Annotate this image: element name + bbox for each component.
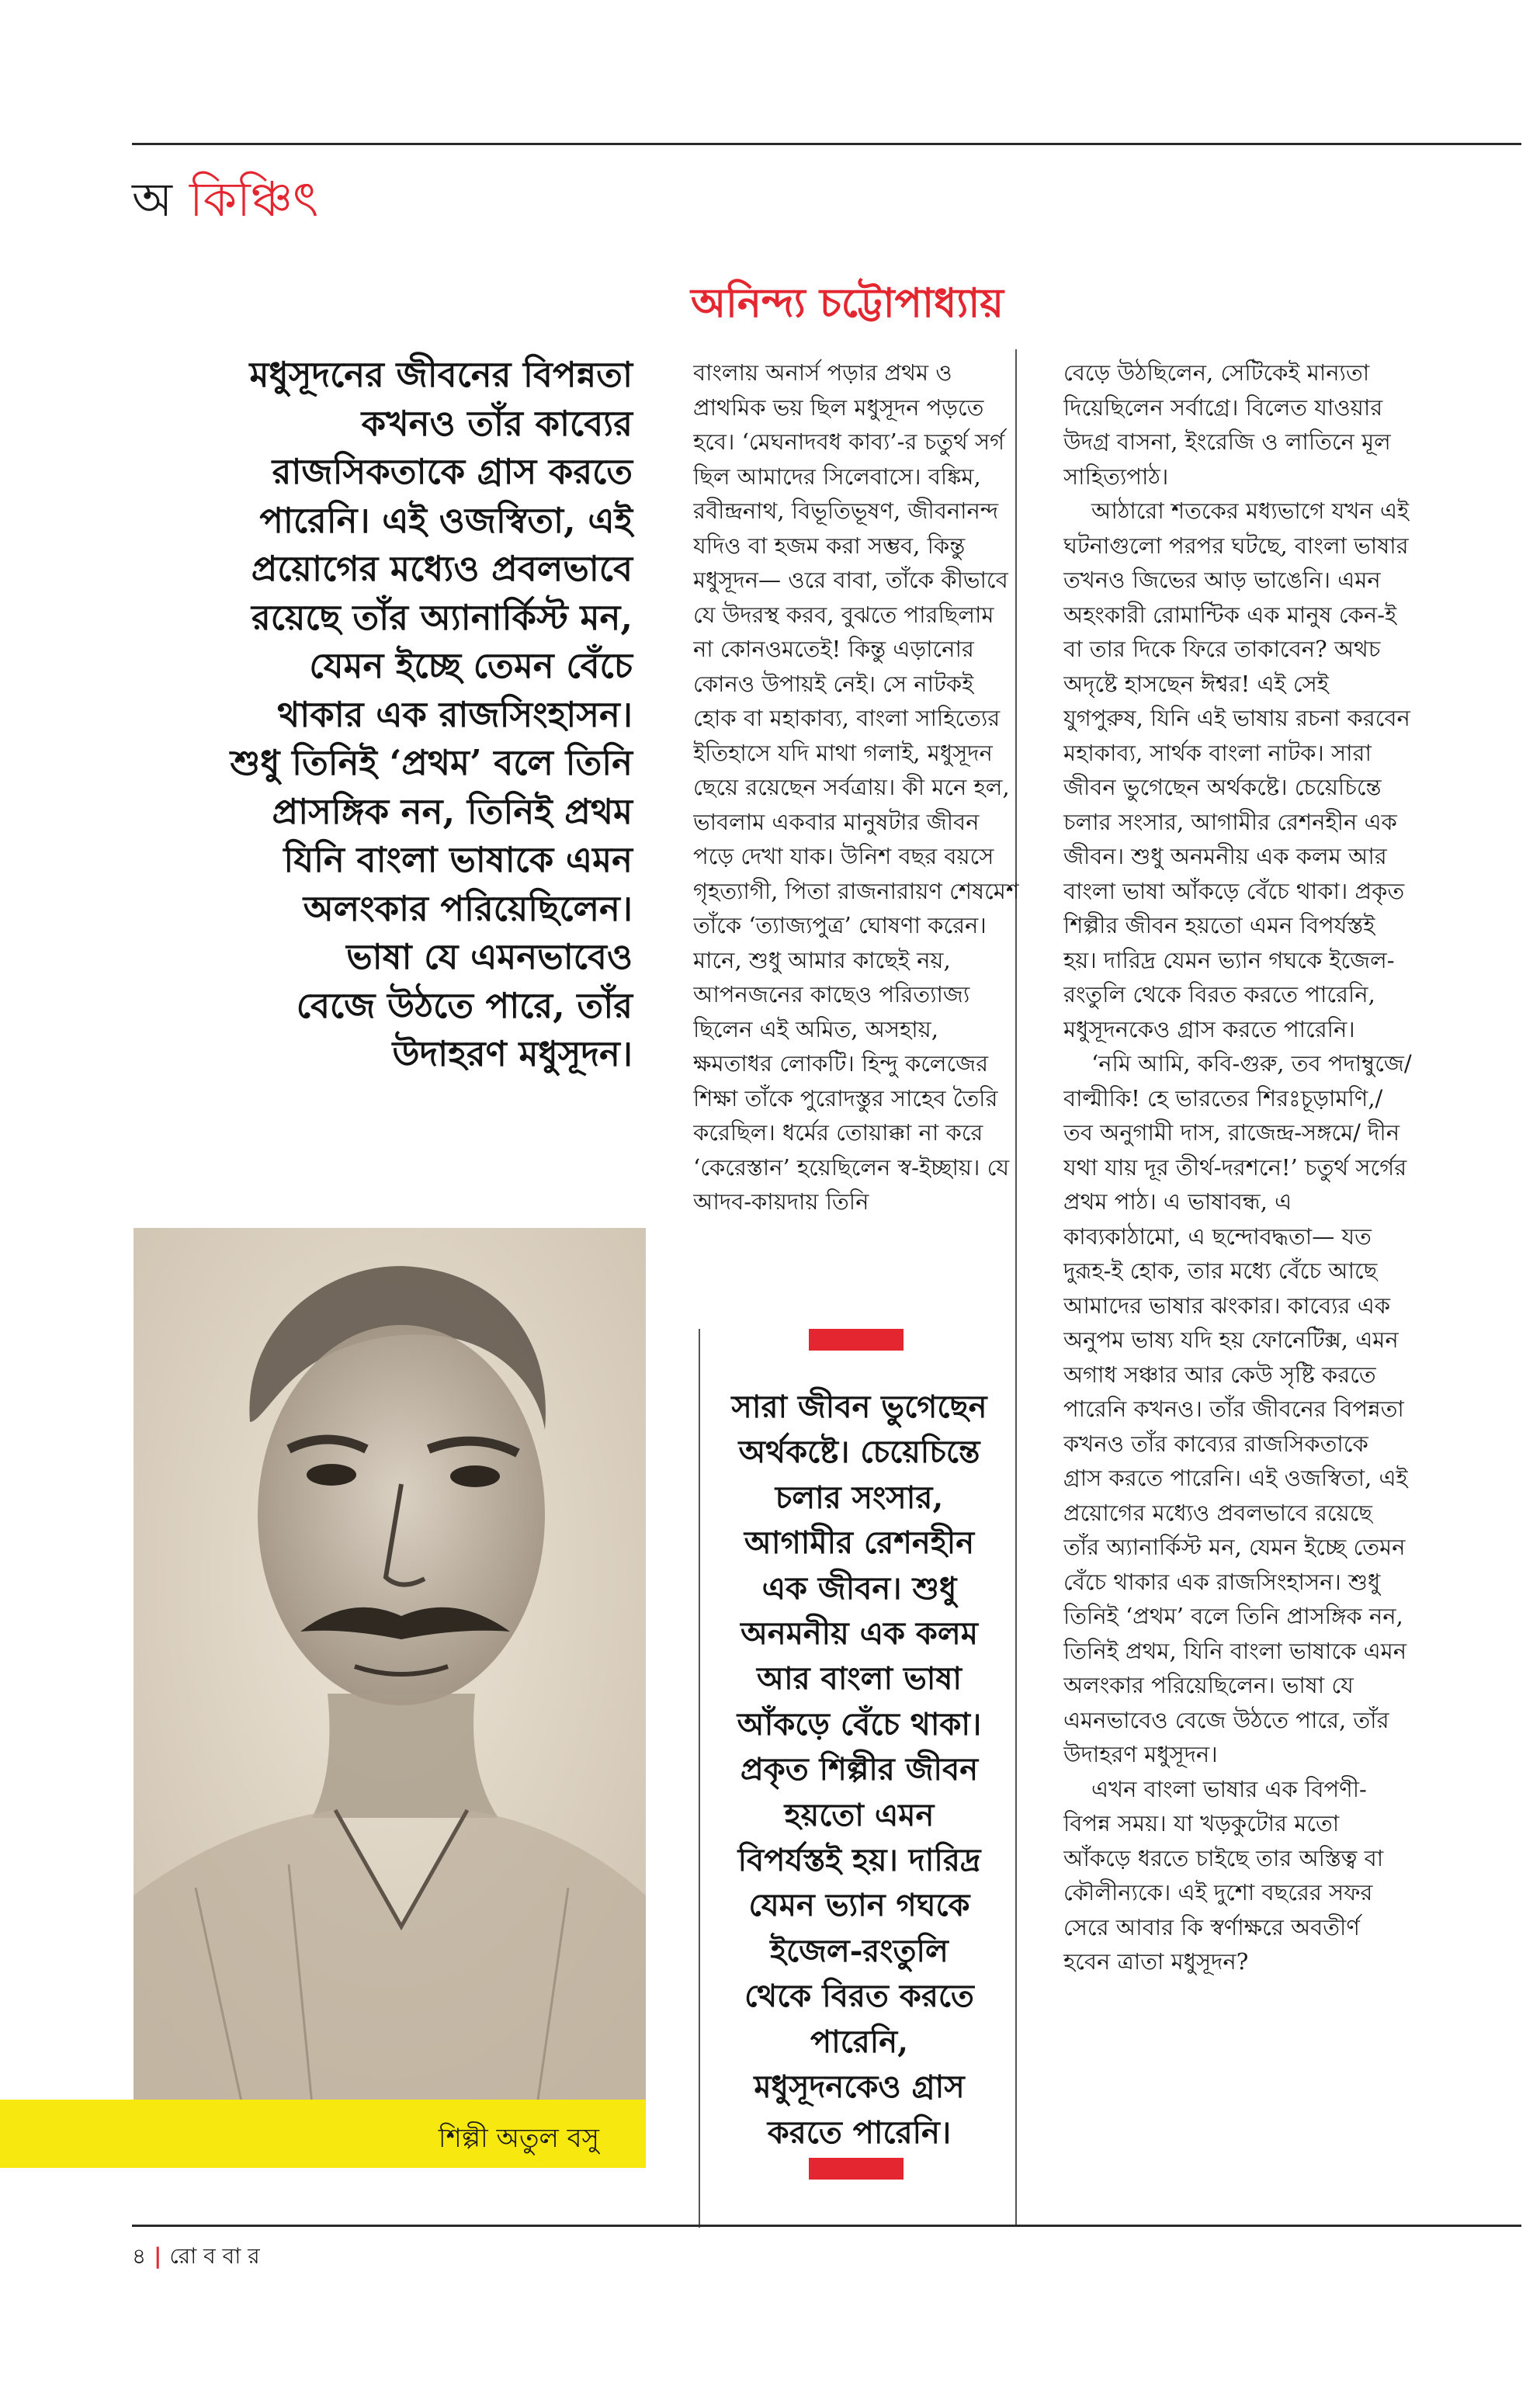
pull-quote-line: ইজেল-রংতুলি [770,1932,949,1969]
quote-line: থাকার এক রাজসিংহাসন। [277,693,633,735]
quote-line: প্রাসঙ্গিক নন, তিনিই প্রথম [272,790,633,832]
paragraph: বেড়ে উঠছিলেন, সেটিকেই মান্যতা দিয়েছিলেন সর্বাগ্রে। বিলেত যাওয়ার উদগ্র বাসনা, ইংরেজি ও লাতিনে মূল সাহিত্যপাঠ। [1063,359,1391,490]
pull-quote-line: অনমনীয় এক কলম [741,1615,978,1653]
quote-line: প্রয়োগের মধ্যেও প্রবলভাবে [251,548,633,589]
pull-quote-line: পারেনি, [810,2023,909,2060]
pull-quote-line: যেমন ভ্যান গঘকে [748,1887,970,1924]
pull-quote-line: মধুসূদনকেও গ্রাস [754,2069,965,2106]
pull-quote-box [699,1329,1011,2228]
quote-line: রাজসিকতাকে গ্রাস করতে [272,451,633,492]
page-footer [132,2239,260,2276]
pull-quote-line: আর বাংলা ভাষা [756,1660,962,1698]
quote-line: পারেনি। এই ওজস্বিতা, এই [259,499,633,541]
portrait-sketch [134,1228,646,2105]
quote-line: ভাষা যে এমনভাবেও [346,936,633,977]
portrait-caption: শিল্পী অতুল বসু [438,2123,599,2154]
pull-quote-top-bar [809,1329,904,1351]
pull-quote-line: করতে পারেনি। [767,2114,952,2151]
quote-line: মধুসূদনের জীবনের বিপন্নতা [249,354,633,395]
quote-line: অলংকার পরিয়েছিলেন। [303,887,633,929]
body-column-2 [1063,355,1413,2211]
quote-line: শুধু তিনিই ‘প্রথম’ বলে তিনি [230,742,633,783]
pull-quote [731,1385,987,2155]
magazine-name: রো ব বা র [169,2243,260,2269]
pull-quote-line: অর্থকষ্টে। চেয়েচিন্তে [738,1434,980,1471]
pull-quote-line: হয়তো এমন [784,1796,935,1833]
pull-quote-line: সারা জীবন ভুগেছেন [731,1389,987,1425]
caption-band [0,2100,646,2168]
paragraph: ‘নমি আমি, কবি-গুরু, তব পদাম্বুজে/ বাল্মীকি! হে ভারতের শিরঃচূড়ামণি,/ তব অনুগামী দাস, রাজেন্দ্র-সঙ্গমে/ দীন যথা যায় দূর তীর্থ-দরশনে!’ চতুর্থ সর্গের প্রথম পাঠ। এ ভাষাবন্ধ, এ কাব্যকাঠামো, এ ছন্দোবদ্ধতা— যত দুরূহ-ই হোক, তার মধ্যে বেঁচে আছে আমাদের ভাষার ঝংকার। কাব্যের এক অনুপম ভাষ্য যদি হয় ফোনেটিক্স, এমন অগাধ সঞ্চার আর কেউ সৃষ্টি করতে পারেনি কখনও। তাঁর জীবনের বিপন্নতা কখনও তাঁর কাব্যের রাজসিকতাকে গ্রাস করতে পারেনি। এই ওজস্বিতা, এই প্রয়োগের মধ্যেও প্রবলভাবে রয়েছে তাঁর অ্যানার্কিস্ট মন, যেমন ইচ্ছে তেমন বেঁচে থাকার এক রাজসিংহাসন। শুধু তিনিই ‘প্রথম’ বলে তিনি প্রাসঙ্গিক নন, তিনিই প্রথম, যিনি বাংলা ভাষাকে এমন অলংকার পরিয়েছিলেন। ভাষা যে এমনভাবেও বেজে উঠতে পারে, তাঁর উদাহরণ মধুসূদন। [1063,1050,1412,1767]
portrait-drawing [134,1228,646,2105]
quote-line: কখনও তাঁর কাব্যের [361,402,633,444]
page-number: ৪ [132,2243,147,2269]
section-prefix: অ [132,173,172,227]
footer-separator: | [154,2243,162,2269]
section-header [132,163,318,233]
bottom-rule [132,2225,1521,2227]
top-rule [132,143,1521,145]
quote-line: যিনি বাংলা ভাষাকে এমন [283,839,633,880]
body-column-1 [693,355,1019,1304]
quote-line: রয়েছে তাঁর অ্যানার্কিস্ট মন, [251,596,633,638]
quote-line: বেজে উঠতে পারে, তাঁর [296,984,633,1026]
pull-quote-line: বিপর্যস্তই হয়। দারিদ্র [737,1842,981,1879]
quote-line: যেমন ইচ্ছে তেমন বেঁচে [309,645,633,686]
paragraph: বাংলায় অনার্স পড়ার প্রথম ও প্রাথমিক ভয় ছিল মধুসূদন পড়তে হবে। ‘মেঘনাদবধ কাব্য’-র চতুর্থ সর্গ ছিল আমাদের সিলেবাসে। বঙ্কিম, রবীন্দ্রনাথ, বিভূতিভূষণ, জীবনানন্দ যদিও বা হজম করা সম্ভব, কিন্তু মধুসূদন— ওরে বাবা, তাঁকে কীভাবে যে উদরস্থ করব, বুঝতে পারছিলাম না কোনওমতেই! কিন্তু এড়ানোর কোনও উপায়ই নেই। সে নাটকই হোক বা মহাকাব্য, বাংলা সাহিত্যের ইতিহাসে যদি মাথা গলাই, মধুসূদন ছেয়ে রয়েছেন সর্বত্রায়। কী মনে হল, ভাবলাম একবার মানুষটার জীবন পড়ে দেখা যাক। উনিশ বছর বয়সে গৃহত্যাগী, পিতা রাজনারায়ণ শেষমেশ তাঁকে ‘ত্যাজ্যপুত্র’ ঘোষণা করেন। মানে, শুধু আমার কাছেই নয়, আপনজনের কাছেও পরিত্যাজ্য ছিলেন এই অমিত, অসহায়, ক্ষমতাধর লোকটি। হিন্দু কলেজের শিক্ষা তাঁকে পুরোদস্তুর সাহেব তৈরি করেছিল। ধর্মের তোয়াক্কা না করে ‘কেরেস্তান’ হয়েছিলেন স্ব-ইচ্ছায়। যে আদব-কায়দায় তিনি [693,359,1019,1215]
pull-quote-bottom-bar [809,2158,904,2180]
pull-quote-line: চলার সংসার, [775,1479,944,1516]
pull-quote-line: এক জীবন। শুধু [761,1569,957,1607]
quote-line: উদাহরণ মধুসূদন। [392,1033,633,1074]
pull-quote-line: থেকে বিরত করতে [744,1978,974,2015]
paragraph: এখন বাংলা ভাষার এক বিপণী-বিপন্ন সময়। যা খড়কুটোর মতো আঁকড়ে ধরতে চাইছে তার অস্তিত্ব বা কৌলীন্যকে। এই দুশো বছরের সফর সেরে আবার কি স্বর্ণাক্ষরে অবতীর্ণ হবেন ত্রাতা মধুসূদন? [1063,1775,1384,1975]
section-title: কিঞ্চিৎ [189,171,319,227]
pull-quote-line: আঁকড়ে বেঁচে থাকা। [737,1705,982,1743]
author-byline: অনিন্দ্য চট্টোপাধ্যায় [691,279,1004,327]
lead-quote [202,351,633,1079]
pull-quote-line: প্রকৃত শিল্পীর জীবন [740,1751,979,1788]
pull-quote-line: আগামীর রেশনহীন [744,1524,975,1562]
paragraph: আঠারো শতকের মধ্যভাগে যখন এই ঘটনাগুলো পরপর ঘটছে, বাংলা ভাষার তখনও জিভের আড় ভাঙেনি। এমন অহংকারী রোমান্টিক এক মানুষ কেন-ই বা তার দিকে ফিরে তাকাবেন? অথচ অদৃষ্টে হাসছেন ঈশ্বর! এই সেই যুগপুরুষ, যিনি এই ভাষায় রচনা করবেন মহাকাব্য, সার্থক বাংলা নাটক। সারা জীবন ভুগেছেন অর্থকষ্টে। চেয়েচিন্তে চলার সংসার, আগামীর রেশনহীন এক জীবন। শুধু অনমনীয় এক কলম আর বাংলা ভাষা আঁকড়ে বেঁচে থাকা। প্রকৃত শিল্পীর জীবন হয়তো এমন বিপর্যস্তই হয়। দারিদ্র যেমন ভ্যান গঘকে ইজেল-রংতুলি থেকে বিরত করতে পারেনি, মধুসূদনকেও গ্রাস করতে পারেনি। [1063,498,1410,1042]
